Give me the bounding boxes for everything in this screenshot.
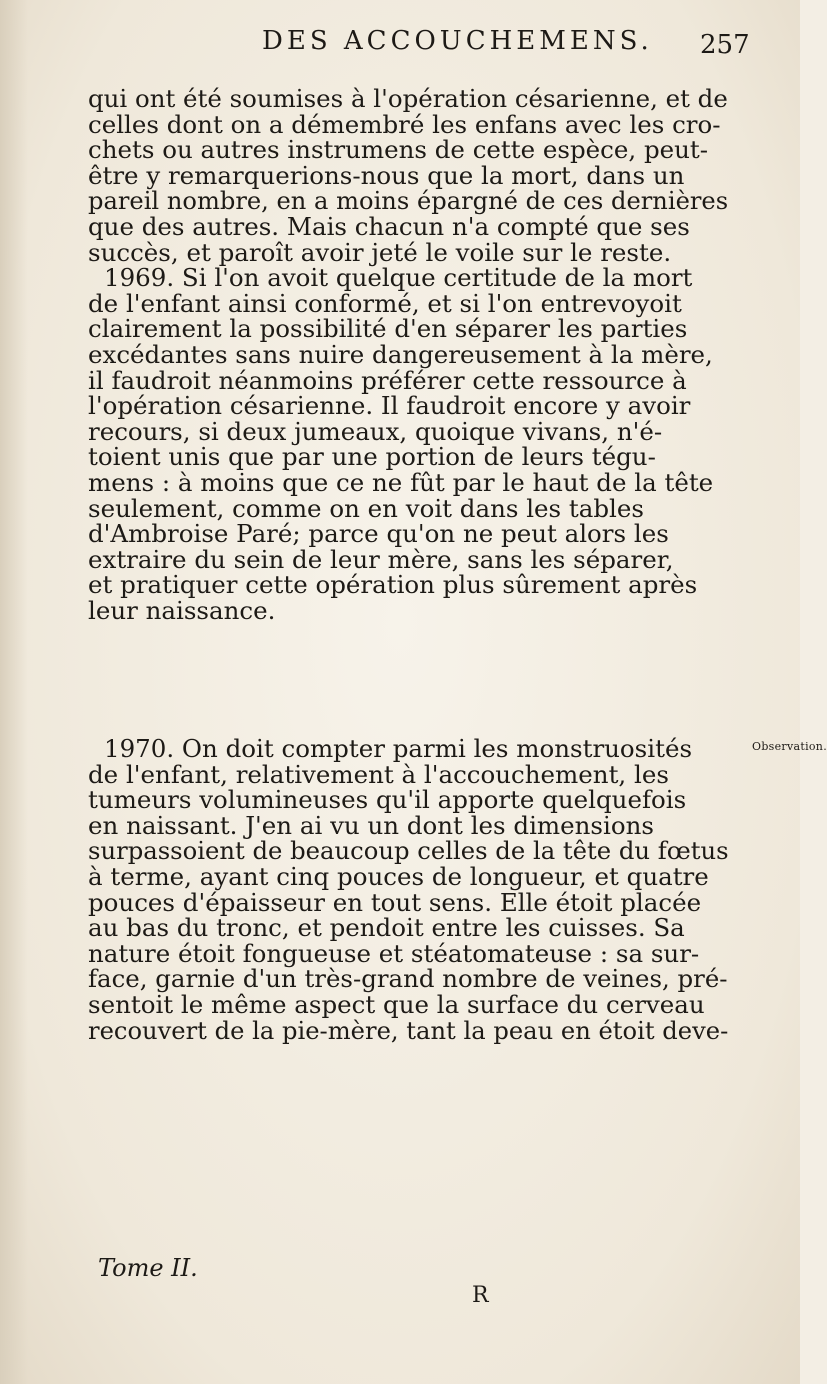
text-line: celles dont on a démembré les enfans avec les cro- bbox=[88, 109, 721, 139]
text-line: extraire du sein de leur mère, sans les séparer, bbox=[88, 544, 674, 574]
text-line: recours, si deux jumeaux, quoique vivans, n'é- bbox=[88, 416, 663, 446]
paragraph-3 bbox=[88, 736, 728, 1043]
text-line: excédantes sans nuire dangereusement à la mère, bbox=[88, 339, 713, 369]
text-line: 1969. Si l'on avoit quelque certitude de la mort bbox=[104, 263, 693, 293]
text-line: mens : à moins que ce ne fût par le haut de la tête bbox=[88, 467, 714, 497]
text-line: au bas du tronc, et pendoit entre les cuisses. Sa bbox=[88, 913, 685, 943]
text-line: être y remarquerions-nous que la mort, dans un bbox=[88, 160, 685, 190]
text-line: recouvert de la pie-mère, tant la peau en étoit deve- bbox=[88, 1015, 729, 1045]
spine-shadow bbox=[0, 0, 28, 1384]
text-line: que des autres. Mais chacun n'a compté que ses bbox=[88, 211, 690, 241]
text-line: en naissant. J'en ai vu un dont les dimensions bbox=[88, 810, 654, 840]
margin-note: Observation. bbox=[752, 740, 827, 753]
running-head: DES ACCOUCHEMENS. bbox=[262, 26, 653, 56]
text-line: leur naissance. bbox=[88, 595, 276, 625]
text-line: à terme, ayant cinq pouces de longueur, et quatre bbox=[88, 861, 709, 891]
tome-label: Tome II. bbox=[98, 1254, 198, 1282]
text-line: de l'enfant ainsi conformé, et si l'on entrevoyoit bbox=[88, 288, 682, 318]
text-line: pareil nombre, en a moins épargné de ces dernières bbox=[88, 186, 729, 216]
text-line: l'opération césarienne. Il faudroit encore y avoir bbox=[88, 391, 691, 421]
text-line: qui ont été soumises à l'opération césarienne, et de bbox=[88, 84, 728, 113]
text-line: de l'enfant, relativement à l'accouchement, les bbox=[88, 759, 669, 789]
body-text bbox=[88, 86, 728, 623]
paragraph-2 bbox=[88, 265, 728, 623]
text-line: nature étoit fongueuse et stéatomateuse : sa sur- bbox=[88, 938, 700, 968]
text-line: il faudroit néanmoins préférer cette ressource à bbox=[88, 365, 687, 395]
text-line: clairement la possibilité d'en séparer les parties bbox=[88, 314, 688, 344]
paragraph-1 bbox=[88, 86, 728, 265]
text-line: toient unis que par une portion de leurs tégu- bbox=[88, 442, 656, 472]
text-line: sentoit le même aspect que la surface du cerveau bbox=[88, 989, 705, 1019]
text-line: seulement, comme on en voit dans les tables bbox=[88, 493, 644, 523]
page-number: 257 bbox=[700, 30, 750, 60]
text-line: chets ou autres instrumens de cette espèce, peut- bbox=[88, 135, 709, 165]
text-line: face, garnie d'un très-grand nombre de veines, pré- bbox=[88, 964, 728, 994]
text-line: 1970. On doit compter parmi les monstruosités bbox=[104, 734, 693, 763]
text-line: pouces d'épaisseur en tout sens. Elle étoit placée bbox=[88, 887, 702, 917]
signature-mark: R bbox=[472, 1283, 489, 1308]
text-line: surpassoient de beaucoup celles de la tête du fœtus bbox=[88, 836, 729, 866]
text-line: et pratiquer cette opération plus sûrement après bbox=[88, 570, 698, 600]
text-line: d'Ambroise Paré; parce qu'on ne peut alors les bbox=[88, 519, 669, 549]
text-line: tumeurs volumineuses qu'il apporte quelquefois bbox=[88, 785, 687, 815]
text-line: succès, et paroît avoir jeté le voile sur le reste. bbox=[88, 237, 672, 267]
